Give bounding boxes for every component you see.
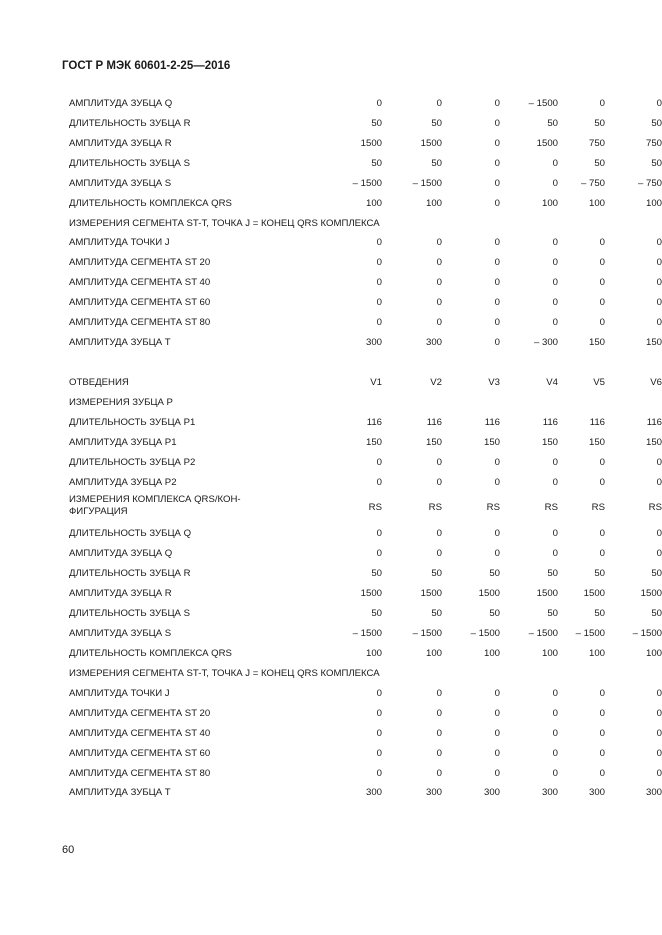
cell-value: 0: [436, 476, 442, 488]
table-row: [69, 174, 662, 194]
cell-value: 1500: [360, 588, 382, 600]
table-row: [69, 94, 662, 114]
cell-value: 0: [599, 767, 605, 779]
cell-value: – 1500: [632, 628, 662, 640]
cell-value: 50: [651, 157, 662, 169]
cell-value: 1500: [478, 588, 500, 600]
row-label: АМПЛИТУДА СЕГМЕНТА ST 20: [69, 257, 211, 269]
cell-value: 0: [376, 98, 382, 109]
cell-value: – 1500: [528, 98, 558, 109]
cell-value: 150: [365, 436, 382, 448]
cell-value: 300: [425, 337, 442, 349]
cell-value: 0: [436, 237, 442, 249]
cell-value: 0: [494, 257, 500, 269]
cell-value: 0: [494, 277, 500, 289]
cell-value: – 1500: [352, 628, 382, 640]
cell-value: 150: [425, 436, 442, 448]
cell-value: 0: [656, 767, 662, 779]
cell-value: 0: [376, 297, 382, 309]
cell-value: 0: [552, 257, 558, 269]
row-label: АМПЛИТУДА СЕГМЕНТА ST 60: [69, 747, 211, 759]
cell-value: 150: [645, 436, 662, 448]
cell-value: 0: [376, 476, 382, 488]
cell-value: 0: [494, 98, 500, 109]
table-row: [69, 413, 662, 433]
table-row: [69, 744, 662, 764]
cell-value: 50: [431, 157, 442, 169]
table-row: [69, 584, 662, 604]
table-row: [69, 492, 662, 524]
table-row: [69, 214, 596, 234]
cell-value: 0: [552, 727, 558, 739]
cell-value: 1500: [640, 588, 662, 600]
row-label: АМПЛИТУДА ЗУБЦА R: [69, 137, 172, 149]
cell-value: 0: [494, 337, 500, 349]
cell-value: 0: [599, 548, 605, 560]
cell-value: 0: [599, 237, 605, 249]
row-label: АМПЛИТУДА ЗУБЦА Q: [69, 548, 173, 560]
cell-value: 0: [552, 767, 558, 779]
cell-value: 0: [376, 257, 382, 269]
row-label: ДЛИТЕЛЬНОСТЬ ЗУБЦА P2: [69, 456, 196, 468]
row-label: АМПЛИТУДА ЗУБЦА P2: [69, 476, 177, 488]
cell-value: 1500: [420, 588, 442, 600]
row-label: АМПЛИТУДА СЕГМЕНТА ST 60: [69, 297, 211, 309]
cell-value: 0: [376, 528, 382, 540]
table-section-2: [69, 373, 662, 803]
cell-value: – 300: [533, 337, 558, 349]
cell-value: 50: [489, 608, 500, 620]
cell-value: 100: [365, 197, 382, 209]
cell-value: 0: [436, 707, 442, 719]
cell-value: 100: [645, 197, 662, 209]
cell-value: 0: [494, 157, 500, 169]
cell-value: 0: [656, 317, 662, 329]
cell-value: 50: [594, 117, 605, 129]
cell-value: 0: [552, 476, 558, 488]
cell-value: 0: [494, 767, 500, 779]
cell-value: 750: [588, 137, 605, 149]
row-label: АМПЛИТУДА СЕГМЕНТА ST 80: [69, 767, 211, 779]
row-label: ДЛИТЕЛЬНОСТЬ ЗУБЦА Q: [69, 528, 192, 540]
cell-value: 50: [651, 117, 662, 129]
cell-value: 300: [483, 787, 500, 799]
cell-value: – 750: [580, 177, 605, 189]
table-row: [69, 194, 662, 214]
cell-value: 300: [645, 787, 662, 799]
cell-value: 0: [552, 707, 558, 719]
cell-value: 150: [541, 436, 558, 448]
table-row: [69, 604, 662, 624]
table-row: [69, 684, 662, 704]
cell-value: 0: [599, 727, 605, 739]
row-label: ИЗМЕРЕНИЯ ЗУБЦА P: [69, 396, 173, 408]
row-label: АМПЛИТУДА ЗУБЦА R: [69, 588, 172, 600]
table-row: [69, 644, 662, 664]
table-section-1: [69, 94, 662, 353]
cell-value: 0: [376, 237, 382, 249]
cell-value: 0: [552, 297, 558, 309]
cell-value: 116: [646, 416, 662, 428]
table-row: [69, 453, 662, 473]
cell-value: 0: [599, 98, 605, 109]
cell-value: 0: [656, 456, 662, 468]
cell-value: 100: [365, 647, 382, 659]
cell-value: 50: [594, 568, 605, 580]
cell-value: 50: [371, 568, 382, 580]
cell-value: 116: [484, 416, 500, 428]
cell-value: 0: [436, 456, 442, 468]
cell-value: 0: [494, 727, 500, 739]
row-label: ДЛИТЕЛЬНОСТЬ КОМПЛЕКСА QRS: [69, 197, 232, 209]
cell-value: 0: [494, 687, 500, 699]
cell-value: 50: [489, 568, 500, 580]
cell-value: 0: [436, 548, 442, 560]
row-label: ДЛИТЕЛЬНОСТЬ ЗУБЦА R: [69, 568, 191, 580]
cell-value: 50: [431, 568, 442, 580]
cell-value: 0: [494, 707, 500, 719]
table-row: [69, 433, 662, 453]
cell-value: RS: [486, 502, 500, 514]
cell-value: 150: [645, 337, 662, 349]
cell-value: 0: [599, 297, 605, 309]
table-row: [69, 524, 662, 544]
table-row: [69, 624, 662, 644]
cell-value: – 1500: [575, 628, 605, 640]
cell-value: 0: [656, 297, 662, 309]
cell-value: – 1500: [352, 177, 382, 189]
row-label: ДЛИТЕЛЬНОСТЬ ЗУБЦА P1: [69, 416, 196, 428]
cell-value: 50: [371, 117, 382, 129]
cell-value: 0: [599, 747, 605, 759]
cell-value: 0: [656, 687, 662, 699]
section-spacer: [69, 353, 596, 373]
cell-value: 0: [494, 476, 500, 488]
table-row: [69, 134, 662, 154]
cell-value: 0: [599, 687, 605, 699]
cell-value: 0: [494, 317, 500, 329]
cell-value: 750: [645, 137, 662, 149]
cell-value: V3: [488, 376, 500, 388]
cell-value: 150: [483, 436, 500, 448]
cell-value: 50: [371, 608, 382, 620]
cell-value: – 1500: [412, 628, 442, 640]
cell-value: 0: [552, 747, 558, 759]
table-row: [69, 373, 662, 393]
row-label: АМПЛИТУДА ЗУБЦА Q: [69, 98, 173, 109]
cell-value: V4: [546, 376, 558, 388]
cell-value: 1500: [583, 588, 605, 600]
table-row: [69, 313, 662, 333]
cell-value: 50: [651, 608, 662, 620]
cell-value: 0: [376, 277, 382, 289]
cell-value: 116: [589, 416, 605, 428]
cell-value: 0: [656, 257, 662, 269]
row-label: АМПЛИТУДА ЗУБЦА T: [69, 337, 171, 349]
cell-value: 50: [594, 608, 605, 620]
cell-value: RS: [428, 502, 442, 514]
cell-value: 300: [365, 337, 382, 349]
cell-value: 0: [599, 456, 605, 468]
table-row: [69, 704, 662, 724]
cell-value: 1500: [420, 137, 442, 149]
row-label: АМПЛИТУДА ТОЧКИ J: [69, 687, 170, 699]
row-label: АМПЛИТУДА СЕГМЕНТА ST 20: [69, 707, 211, 719]
cell-value: 100: [483, 647, 500, 659]
cell-value: V2: [430, 376, 442, 388]
row-label: ДЛИТЕЛЬНОСТЬ ЗУБЦА S: [69, 157, 190, 169]
row-label: АМПЛИТУДА СЕГМЕНТА ST 40: [69, 727, 211, 739]
cell-value: 0: [599, 277, 605, 289]
cell-value: 0: [599, 528, 605, 540]
cell-value: 0: [656, 98, 662, 109]
cell-value: 0: [599, 707, 605, 719]
cell-value: 1500: [536, 588, 558, 600]
cell-value: 150: [588, 337, 605, 349]
table-row: [69, 333, 662, 353]
table-row: [69, 564, 662, 584]
cell-value: 300: [365, 787, 382, 799]
cell-value: 0: [376, 707, 382, 719]
cell-value: 100: [645, 647, 662, 659]
cell-value: – 1500: [412, 177, 442, 189]
row-label: АМПЛИТУДА ТОЧКИ J: [69, 237, 170, 249]
cell-value: 50: [651, 568, 662, 580]
cell-value: – 1500: [470, 628, 500, 640]
cell-value: 0: [494, 528, 500, 540]
cell-value: 0: [436, 767, 442, 779]
cell-value: 0: [376, 727, 382, 739]
cell-value: 0: [656, 476, 662, 488]
cell-value: 0: [656, 548, 662, 560]
cell-value: 0: [376, 317, 382, 329]
cell-value: 100: [588, 197, 605, 209]
cell-value: 50: [547, 568, 558, 580]
cell-value: RS: [648, 502, 662, 514]
table-row: [69, 664, 596, 684]
cell-value: 0: [656, 277, 662, 289]
cell-value: 50: [431, 117, 442, 129]
cell-value: 0: [599, 257, 605, 269]
table-row: [69, 473, 662, 493]
cell-value: 150: [588, 436, 605, 448]
row-label: ДЛИТЕЛЬНОСТЬ ЗУБЦА S: [69, 608, 190, 620]
cell-value: 116: [366, 416, 382, 428]
row-label: ИЗМЕРЕНИЯ КОМПЛЕКСА QRS/КОН-ФИГУРАЦИЯ: [69, 494, 241, 518]
row-label: ИЗМЕРЕНИЯ СЕГМЕНТА ST-T, ТОЧКА J = КОНЕЦ QRS КОМПЛЕКСА: [69, 217, 380, 229]
table-row: [69, 783, 662, 803]
cell-value: 100: [541, 647, 558, 659]
cell-value: 0: [656, 727, 662, 739]
cell-value: 0: [656, 528, 662, 540]
cell-value: 0: [656, 237, 662, 249]
cell-value: 0: [436, 257, 442, 269]
cell-value: – 750: [637, 177, 662, 189]
cell-value: RS: [368, 502, 382, 514]
table-row: [69, 114, 662, 134]
row-label: ОТВЕДЕНИЯ: [69, 376, 129, 388]
cell-value: 0: [552, 177, 558, 189]
cell-value: 0: [436, 277, 442, 289]
cell-value: 100: [588, 647, 605, 659]
table-row: [69, 253, 662, 273]
cell-value: 0: [376, 687, 382, 699]
cell-value: 300: [541, 787, 558, 799]
table-row: [69, 273, 662, 293]
cell-value: 0: [599, 317, 605, 329]
table-row: [69, 233, 662, 253]
row-label: АМПЛИТУДА ЗУБЦА S: [69, 177, 172, 189]
cell-value: 0: [436, 687, 442, 699]
cell-value: 0: [599, 476, 605, 488]
cell-value: 0: [552, 317, 558, 329]
cell-value: 50: [431, 608, 442, 620]
cell-value: 116: [542, 416, 558, 428]
table-row: [69, 154, 662, 174]
cell-value: 116: [426, 416, 442, 428]
cell-value: 0: [494, 137, 500, 149]
cell-value: 0: [376, 548, 382, 560]
table-row: [69, 393, 596, 413]
cell-value: 0: [494, 548, 500, 560]
cell-value: 0: [494, 237, 500, 249]
cell-value: 0: [376, 747, 382, 759]
row-label: ИЗМЕРЕНИЯ СЕГМЕНТА ST-T, ТОЧКА J = КОНЕЦ QRS КОМПЛЕКСА: [69, 667, 380, 679]
row-label: АМПЛИТУДА ЗУБЦА S: [69, 628, 172, 640]
cell-value: V5: [593, 376, 605, 388]
cell-value: 0: [552, 277, 558, 289]
row-label: ДЛИТЕЛЬНОСТЬ КОМПЛЕКСА QRS: [69, 647, 232, 659]
cell-value: 0: [436, 98, 442, 109]
cell-value: 0: [436, 727, 442, 739]
cell-value: RS: [591, 502, 605, 514]
cell-value: 100: [541, 197, 558, 209]
cell-value: 0: [494, 747, 500, 759]
cell-value: 50: [371, 157, 382, 169]
cell-value: 0: [656, 707, 662, 719]
cell-value: 0: [656, 747, 662, 759]
table-row: [69, 724, 662, 744]
cell-value: 1500: [536, 137, 558, 149]
cell-value: V1: [370, 376, 382, 388]
cell-value: 0: [552, 687, 558, 699]
cell-value: 100: [425, 197, 442, 209]
cell-value: 0: [436, 297, 442, 309]
cell-value: 300: [425, 787, 442, 799]
cell-value: 0: [552, 456, 558, 468]
measurements-table: [69, 94, 662, 803]
cell-value: 50: [547, 608, 558, 620]
cell-value: 1500: [360, 137, 382, 149]
cell-value: RS: [544, 502, 558, 514]
table-row: [69, 544, 662, 564]
cell-value: 0: [552, 157, 558, 169]
row-label: АМПЛИТУДА ЗУБЦА T: [69, 787, 171, 799]
cell-value: 0: [436, 528, 442, 540]
cell-value: 50: [594, 157, 605, 169]
row-label: ДЛИТЕЛЬНОСТЬ ЗУБЦА R: [69, 117, 191, 129]
cell-value: 0: [436, 747, 442, 759]
cell-value: V6: [650, 376, 662, 388]
row-label: АМПЛИТУДА СЕГМЕНТА ST 80: [69, 317, 211, 329]
document-title: ГОСТ Р МЭК 60601-2-25—2016: [62, 60, 231, 72]
cell-value: 0: [552, 528, 558, 540]
cell-value: – 1500: [528, 628, 558, 640]
cell-value: 0: [436, 317, 442, 329]
row-label: АМПЛИТУДА СЕГМЕНТА ST 40: [69, 277, 211, 289]
cell-value: 0: [552, 548, 558, 560]
cell-value: 0: [494, 297, 500, 309]
cell-value: 300: [588, 787, 605, 799]
cell-value: 0: [494, 456, 500, 468]
table-row: [69, 293, 662, 313]
cell-value: 100: [425, 647, 442, 659]
cell-value: 0: [552, 237, 558, 249]
table-row: [69, 764, 662, 784]
cell-value: 0: [376, 767, 382, 779]
cell-value: 0: [376, 456, 382, 468]
page-number: 60: [62, 844, 75, 856]
row-label: АМПЛИТУДА ЗУБЦА P1: [69, 436, 177, 448]
cell-value: 0: [494, 197, 500, 209]
cell-value: 0: [494, 117, 500, 129]
cell-value: 50: [547, 117, 558, 129]
cell-value: 0: [494, 177, 500, 189]
